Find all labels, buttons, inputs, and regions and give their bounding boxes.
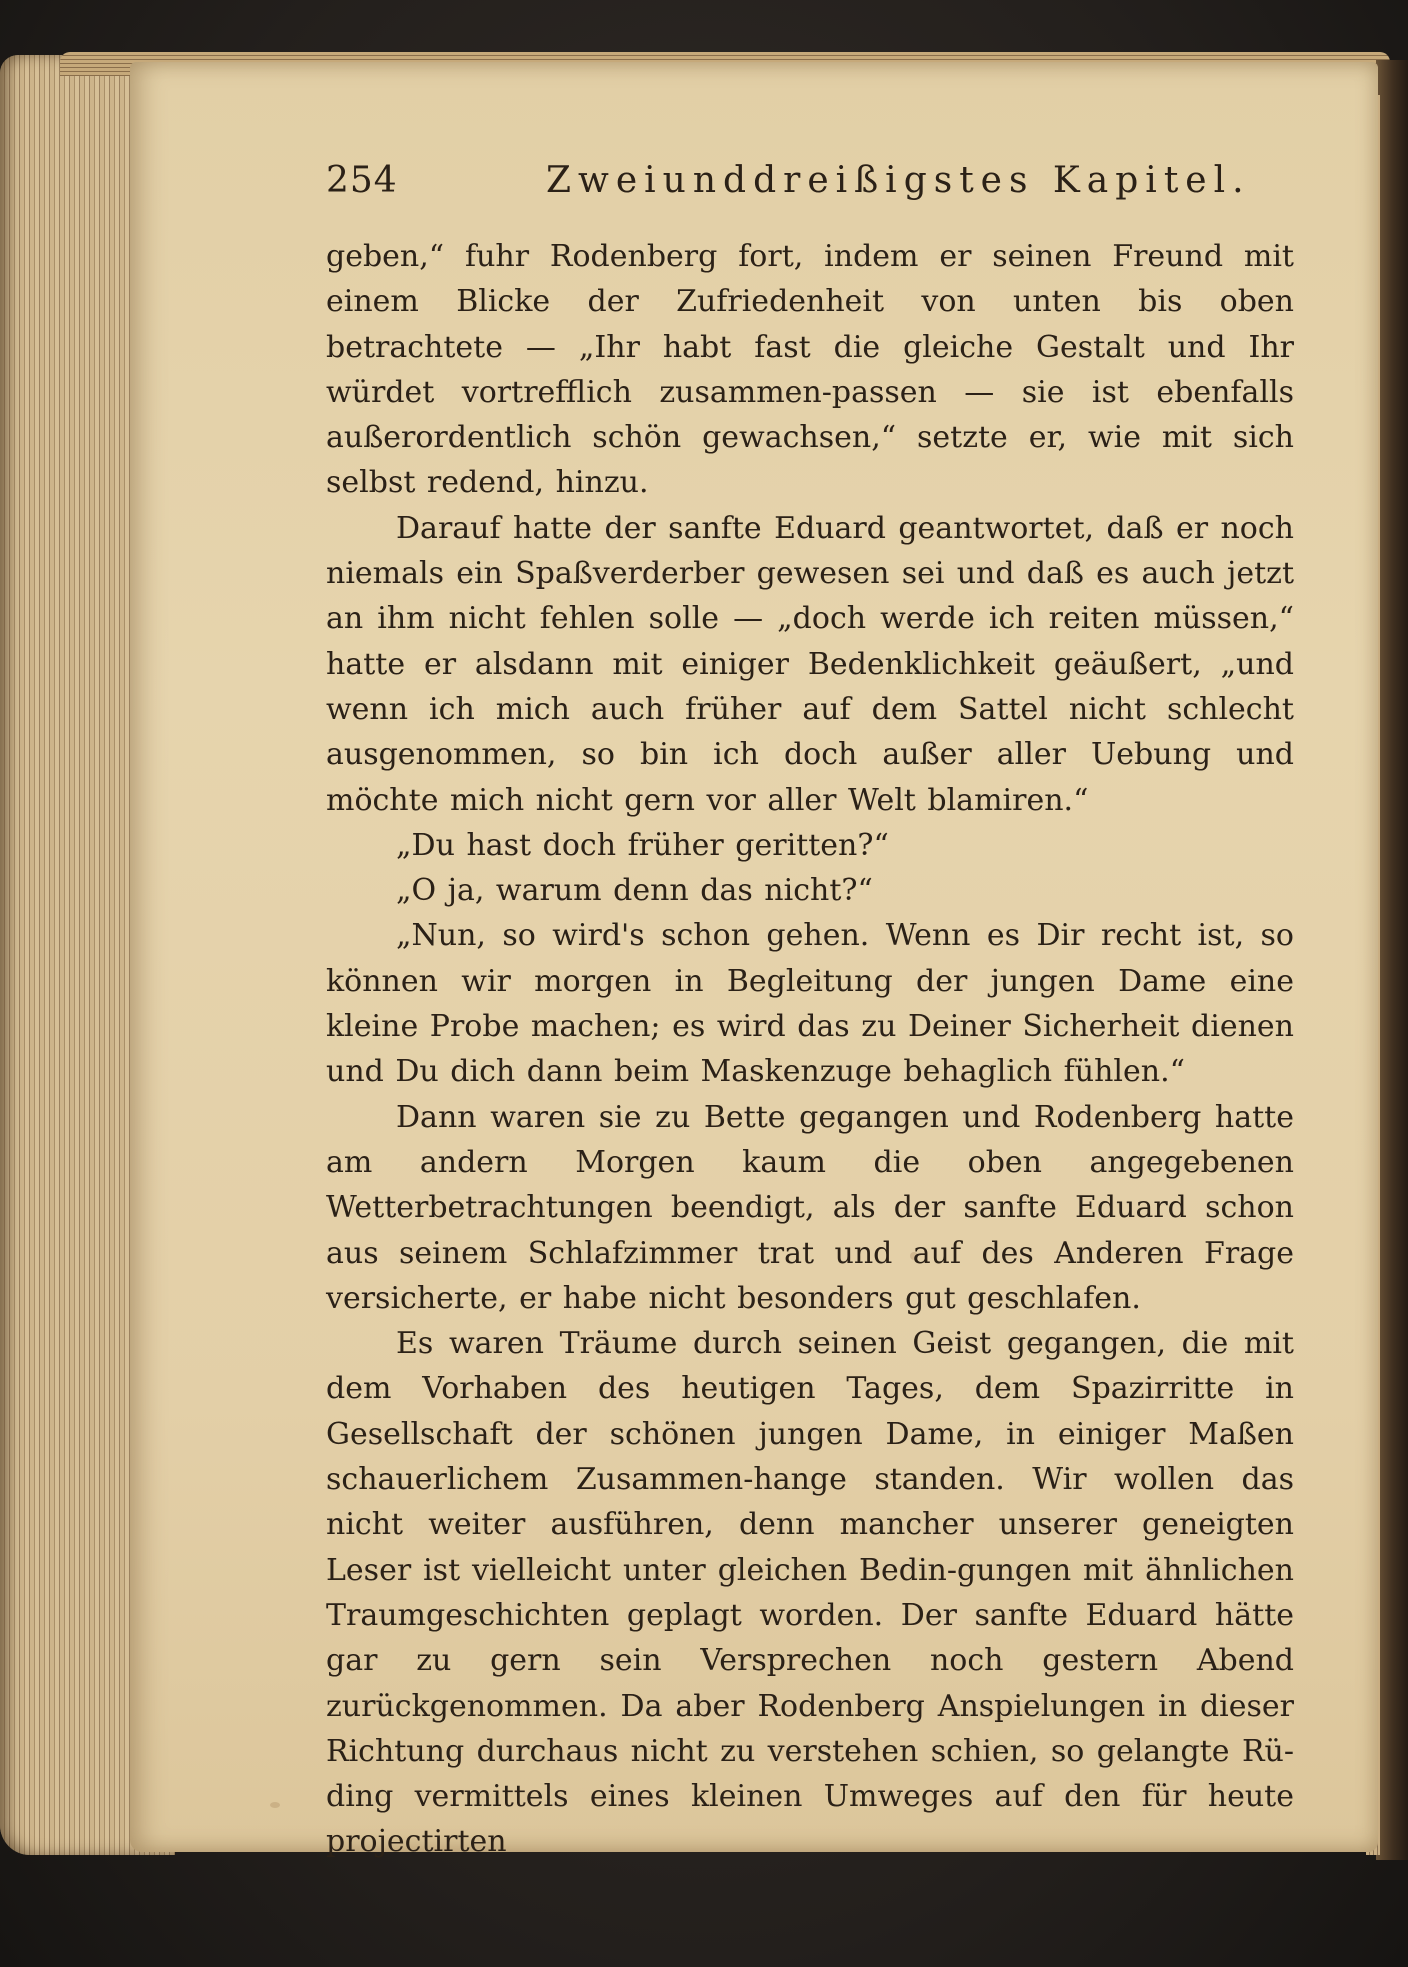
paragraph: Dann waren sie zu Bette gegangen und Rodenberg hatte am andern Morgen kaum die oben angegebenen Wetterbetrachtungen beendigt, als der sanfte Eduard schon aus seinem Schlafzimmer trat und auf des Anderen Frage versicherte, er habe nicht besonders gut geschlafen.	[326, 1099, 1294, 1316]
page-content	[326, 160, 1294, 1865]
body-text	[326, 234, 1294, 1865]
book-spine	[1376, 60, 1408, 1860]
paragraph: Darauf hatte der sanfte Eduard geantwortet, daß er noch niemals ein Spaßverderber gewesen sei und daß es auch jetzt an ihm nicht fehlen solle — „doch werde ich reiten müssen,“ hatte er alsdann mit einiger Bedenklichkeit geäußert, „und wenn ich mich auch früher auf dem Sattel nicht schlecht ausgenommen, so bin ich doch außer aller Uebung und möchte mich nicht gern vor aller Welt blamiren.“	[326, 510, 1294, 818]
paragraph: „Nun, so wird's schon gehen. Wenn es Dir recht ist, so können wir morgen in Begleitung der jungen Dame eine kleine Probe machen; es wird das zu Deiner Sicherheit dienen und Du dich dann beim Maskenzuge behaglich fühlen.“	[326, 918, 1294, 1090]
running-head: Zweiunddreißigstes Kapitel.	[546, 160, 1251, 201]
page-header	[326, 160, 1294, 220]
paragraph: Es waren Träume durch seinen Geist gegangen, die mit dem Vorhaben des heutigen Tages, dem Spazirritte in Gesellschaft der schönen jungen Dame, in einiger Maßen schauerlichem Zusammen-hange standen. Wir wollen das nicht weiter ausführen, denn mancher unserer geneigten Leser ist vielleicht unter gleichen Bedin-gungen mit ähnlichen Traumgeschichten geplagt worden. Der sanfte Eduard hätte gar zu gern sein Versprechen noch gestern Abend zurückgenommen. Da aber Rodenberg Anspielungen in dieser Richtung durchaus nicht zu verstehen schien, so gelangte Rü-ding vermittels eines kleinen Umweges auf den für heute projectirten	[326, 1326, 1294, 1860]
paper-spot	[270, 1802, 280, 1808]
page-number: 254	[326, 160, 398, 201]
paragraph: geben,“ fuhr Rodenberg fort, indem er seinen Freund mit einem Blicke der Zufriedenheit von unten bis oben betrachtete — „Ihr habt fast die gleiche Gestalt und Ihr würdet vortrefflich zusammen-passen — sie ist ebenfalls außerordentlich schön gewachsen,“ setzte er, wie mit sich selbst redend, hinzu.	[326, 239, 1294, 501]
paragraph: „O ja, warum denn das nicht?“	[396, 873, 873, 909]
paragraph: „Du hast doch früher geritten?“	[396, 827, 889, 863]
